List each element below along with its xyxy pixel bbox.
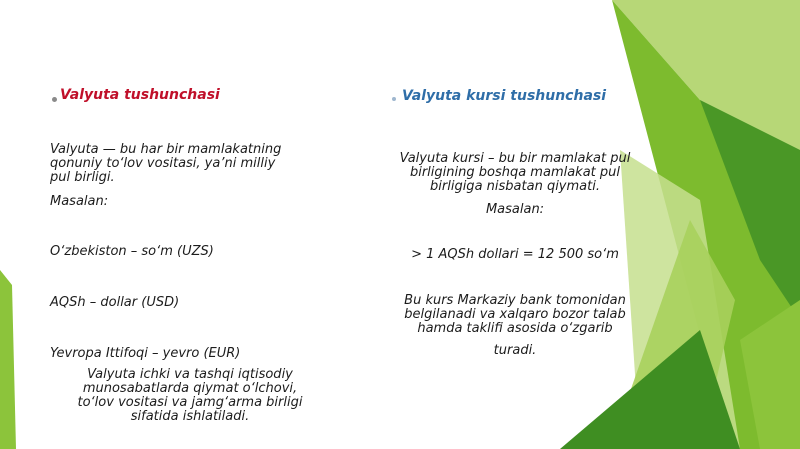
left-summary-line-3: to‘lov vositasi va jamg‘arma birligi <box>77 395 303 410</box>
left-summary-line-1: Valyuta ichki va tashqi iqtisodiy <box>87 367 293 382</box>
left-heading: Valyuta tushunchasi <box>60 87 220 103</box>
right-definition <box>385 152 645 194</box>
right-note <box>385 294 645 336</box>
left-summary-line-2: munosabatlarda qiymat o‘lchovi, <box>82 381 298 396</box>
left-definition-line-3: pul birligi. <box>50 170 115 185</box>
left-definition-line-1: Valyuta — bu har bir mamlakatning <box>50 142 282 157</box>
left-definition-line-2: qonuniy to‘lov vositasi, ya’ni milliy <box>50 156 276 171</box>
right-definition-line-3: birligiga nisbatan qiymati. <box>430 179 600 194</box>
left-summary-line-4: sifatida ishlatiladi. <box>130 409 250 424</box>
right-note-end: turadi. <box>493 343 537 358</box>
bullet-icon <box>392 97 396 101</box>
right-heading: Valyuta kursi tushunchasi <box>402 88 607 104</box>
right-note-line-2: belgilanadi va xalqaro bozor talab <box>404 307 626 322</box>
example-eu: Yevropa Ittifoqi – yevro (EUR) <box>50 346 241 361</box>
left-example-label: Masalan: <box>50 194 109 209</box>
right-definition-line-1: Valyuta kursi – bu bir mamlakat pul <box>399 151 631 166</box>
right-example-label: Masalan: <box>485 202 545 217</box>
example-uzbekistan: O‘zbekiston – so‘m (UZS) <box>50 244 214 259</box>
right-definition-line-2: birligining boshqa mamlakat pul <box>409 165 621 180</box>
bullet-icon <box>52 97 57 102</box>
facet-left-edge <box>0 270 16 449</box>
rate-example: > 1 AQSh dollari = 12 500 so‘m <box>411 247 619 262</box>
right-note-line-1: Bu kurs Markaziy bank tomonidan <box>404 293 626 308</box>
right-note-line-3: hamda taklifi asosida o‘zgarib <box>417 321 613 336</box>
example-usa: AQSh – dollar (USD) <box>50 295 180 310</box>
left-summary <box>50 368 330 424</box>
